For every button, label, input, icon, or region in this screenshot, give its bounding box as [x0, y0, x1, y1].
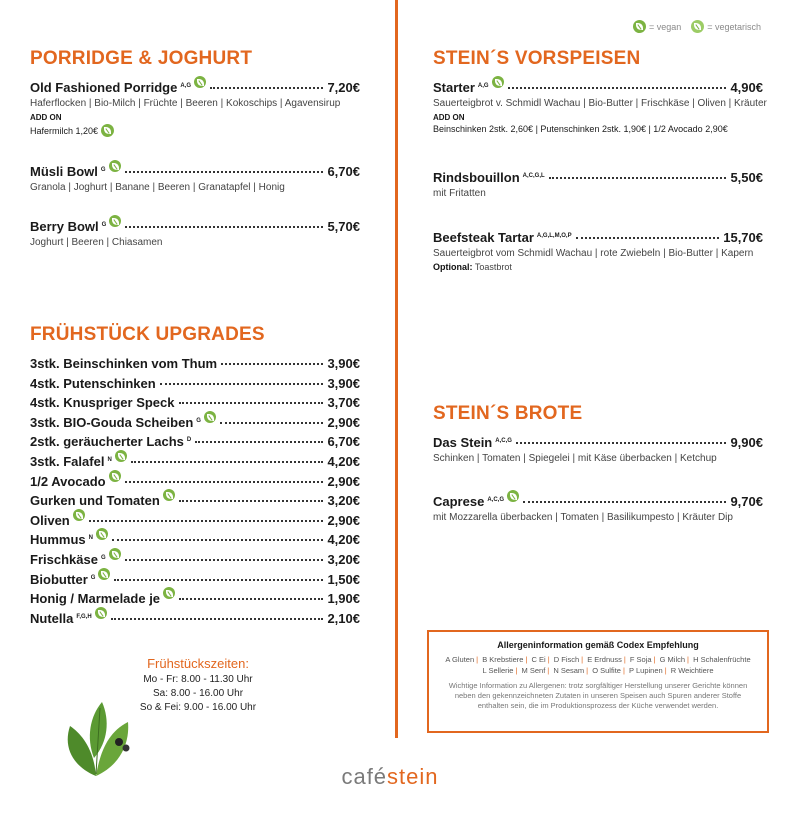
item-name: Gurken und Tomaten [30, 493, 160, 509]
item-price: 15,70€ [723, 230, 763, 245]
brand-logo [0, 764, 780, 790]
item-name: Honig / Marmelade je [30, 591, 161, 607]
optional-label: Optional: [433, 262, 473, 272]
vegetarian-leaf-icon [98, 568, 110, 580]
leader-dots [89, 520, 324, 522]
item-name: Berry Bowl [30, 219, 99, 234]
item-allergens: N [88, 535, 93, 542]
item-description: Granola | Joghurt | Banane | Beeren | Granatapfel | Honig [30, 182, 285, 193]
upgrade-item [30, 395, 360, 410]
allergen-title: Allergeninformation gemäß Codex Empfehlung [497, 640, 699, 650]
item-price: 2,90€ [327, 512, 360, 528]
item-line [433, 80, 763, 95]
item-allergens: D [186, 437, 192, 444]
vegan-leaf-icon [96, 528, 108, 540]
leader-dots [114, 579, 323, 581]
vegan-leaf-icon [633, 20, 646, 33]
upgrade-item [30, 552, 360, 567]
upgrades-list [30, 356, 360, 630]
leader-dots [195, 441, 323, 443]
item-allergens: G [100, 554, 106, 561]
vegan-leaf-icon [109, 470, 121, 482]
item-allergens: A,G [180, 83, 192, 89]
leader-dots [125, 226, 323, 228]
addon-line [433, 124, 763, 134]
vegetarian-leaf-icon [691, 20, 704, 33]
section-title-vorspeisen: STEIN´S VORSPEISEN [433, 48, 641, 69]
vegan-leaf-icon [163, 587, 175, 599]
leader-dots [125, 481, 324, 483]
hours-line: Sa: 8.00 - 16.00 Uhr [152, 688, 244, 699]
upgrade-item [30, 591, 360, 606]
item-name: 3stk. Beinschinken vom Thum [30, 356, 218, 371]
item-line [30, 164, 360, 179]
diet-legend [633, 20, 761, 33]
menu-item [433, 230, 763, 272]
allergen-code: F Soja [629, 655, 652, 664]
leader-dots [220, 422, 324, 424]
hours-line: So & Fei: 9.00 - 16.00 Uhr [139, 702, 257, 713]
item-name: Hummus [30, 532, 86, 548]
item-price: 3,90€ [327, 356, 360, 371]
leader-dots [125, 171, 324, 173]
item-allergens: A,G,L,M,O,P [536, 233, 572, 239]
column-divider [395, 0, 398, 738]
allergen-code: L Sellerie [482, 666, 514, 675]
allergen-code: R Weichtiere [670, 666, 714, 675]
item-price: 6,70€ [327, 434, 360, 450]
item-allergens: G [101, 222, 107, 228]
item-name: Biobutter [30, 571, 88, 587]
upgrade-item [30, 356, 360, 371]
leader-dots [179, 402, 324, 404]
item-allergens: A,C,G [495, 438, 512, 444]
item-allergens: A,C,G [487, 497, 504, 503]
item-line [433, 435, 763, 450]
leader-dots [125, 559, 324, 561]
addon-text: Hafermilch 1,20€ [30, 125, 99, 136]
allergen-code: E Erdnuss [587, 655, 622, 664]
item-price: 3,70€ [327, 395, 360, 411]
item-description: mit Mozzarella überbacken | Tomaten | Basilikumpesto | Kräuter Dip [433, 512, 733, 523]
leader-dots [111, 618, 324, 620]
upgrade-item [30, 474, 360, 489]
item-name: 3stk. Falafel [30, 453, 105, 469]
menu-item [30, 80, 360, 137]
allergen-code: B Krebstiere [482, 655, 524, 664]
leader-dots [549, 177, 727, 179]
vegetarian-leaf-icon [109, 160, 121, 172]
upgrade-item [30, 513, 360, 528]
item-price: 2,90€ [327, 473, 360, 489]
vegetarian-leaf-icon [492, 76, 504, 88]
vegan-leaf-icon [95, 607, 107, 619]
item-price: 9,90€ [730, 435, 763, 450]
item-description: Sauerteigbrot vom Schmidl Wachau | rote Zwiebeln | Bio-Butter | Kapern [433, 248, 754, 259]
item-description: Joghurt | Beeren | Chiasamen [30, 237, 163, 248]
leader-dots [210, 87, 323, 89]
item-allergens: N [107, 456, 112, 463]
item-name: Rindsbouillon [433, 170, 520, 185]
leader-dots [516, 442, 727, 444]
item-price: 2,90€ [327, 414, 360, 430]
item-price: 6,70€ [327, 164, 360, 179]
upgrade-item [30, 532, 360, 547]
hours-title: Frühstückszeiten: [147, 656, 249, 671]
item-line [433, 230, 763, 245]
vegetarian-leaf-icon [109, 548, 121, 560]
item-name: Frischkäse [30, 551, 98, 567]
leader-dots [576, 237, 720, 239]
upgrade-item [30, 434, 360, 449]
item-price: 1,50€ [327, 571, 360, 587]
item-price: 1,90€ [327, 591, 360, 607]
item-name: Nutella [30, 610, 74, 626]
vegetarian-leaf-icon [194, 76, 206, 88]
legend-vegetarian-text: = vegetarisch [707, 21, 761, 32]
item-line [433, 494, 763, 509]
item-description: Sauerteigbrot v. Schmidl Wachau | Bio-Butter | Frischkäse | Oliven | Kräuter [433, 98, 767, 109]
menu-item [433, 435, 763, 464]
item-name: 1/2 Avocado [30, 473, 106, 489]
item-price: 4,20€ [327, 532, 360, 548]
section-title-brote: STEIN´S BROTE [433, 403, 583, 424]
legend-vegan-text: = vegan [648, 21, 682, 32]
legend-vegetarian [691, 20, 761, 33]
item-line [30, 80, 360, 95]
item-allergens: F,G,H [76, 613, 92, 620]
item-price: 4,90€ [730, 80, 763, 95]
vegan-leaf-icon [115, 450, 127, 462]
allergen-code: N Sesam [553, 666, 585, 675]
menu-item [433, 80, 767, 134]
vegetarian-leaf-icon [109, 215, 121, 227]
allergen-code: D Fisch [553, 655, 580, 664]
upgrade-item [30, 376, 360, 391]
item-name: Starter [433, 80, 475, 95]
allergen-code: G Milch [659, 655, 686, 664]
item-name: 4stk. Putenschinken [30, 375, 156, 391]
item-allergens: A,C,G,L [522, 173, 545, 179]
allergen-code: P Lupinen [629, 666, 663, 675]
allergen-code: O Sulfite [592, 666, 621, 675]
addon-line [30, 124, 360, 137]
allergen-code: M Senf [521, 666, 546, 675]
item-name: Caprese [433, 494, 485, 509]
addon-text: Beinschinken 2stk. 2,60€ | Putenschinken 2stk. 1,90€ | 1/2 Avocado 2,90€ [433, 124, 728, 134]
item-price: 5,50€ [730, 170, 763, 185]
item-name: Old Fashioned Porridge [30, 80, 178, 95]
addon-label: ADD ON [30, 113, 62, 122]
allergen-line-2: L Sellerie | M Senf | N Sesam | O Sulfite | P Lupinen | R Weichtiere [482, 666, 714, 675]
leader-dots [131, 461, 324, 463]
leader-dots [112, 539, 323, 541]
allergen-info-box [427, 630, 769, 733]
item-price: 3,20€ [327, 493, 360, 509]
vegan-leaf-icon [101, 124, 114, 137]
menu-item [30, 164, 360, 193]
menu-item [433, 170, 763, 199]
upgrade-item [30, 415, 360, 430]
item-name: 4stk. Knuspriger Speck [30, 395, 175, 411]
vegan-leaf-icon [163, 489, 175, 501]
item-name: Das Stein [433, 435, 493, 450]
allergen-code: H Schalenfrüchte [693, 655, 751, 664]
item-line [30, 219, 360, 234]
item-description: Haferflocken | Bio-Milch | Früchte | Beeren | Kokoschips | Agavensirup [30, 98, 341, 109]
section-title-upgrades: FRÜHSTÜCK UPGRADES [30, 324, 265, 345]
item-price: 7,20€ [327, 80, 360, 95]
upgrade-item [30, 572, 360, 587]
brand-part-stein: stein [387, 764, 439, 789]
item-allergens: G [90, 574, 96, 581]
leader-dots [179, 598, 323, 600]
leader-dots [160, 383, 324, 385]
leader-dots [179, 500, 324, 502]
allergen-code: A Gluten [445, 655, 475, 664]
section-title-porridge: PORRIDGE & JOGHURT [30, 48, 253, 69]
leader-dots [523, 501, 726, 503]
legend-vegan [633, 20, 681, 33]
vegetarian-leaf-icon [204, 411, 216, 423]
brand-part-cafe: café [341, 764, 388, 789]
item-name: 3stk. BIO-Gouda Scheiben [30, 414, 194, 430]
hours-line: Mo - Fr: 8.00 - 11.30 Uhr [143, 674, 253, 685]
addon-label: ADD ON [433, 113, 465, 122]
upgrade-item [30, 611, 360, 626]
item-price: 4,20€ [327, 453, 360, 469]
allergen-line-1: A Gluten | B Krebstiere | C Ei | D Fisch | E Erdnuss | F Soja | G Milch | H Schalenfrüchte [445, 655, 751, 664]
menu-item [433, 494, 763, 523]
item-name: Müsli Bowl [30, 164, 98, 179]
menu-item [30, 219, 360, 248]
vegetarian-leaf-icon [507, 490, 519, 502]
item-allergens: G [196, 417, 201, 424]
optional-text: Toastbrot [474, 262, 512, 272]
item-price: 9,70€ [730, 494, 763, 509]
vegan-leaf-icon [73, 509, 85, 521]
leader-dots [221, 363, 323, 365]
leader-dots [508, 87, 727, 89]
item-name: Oliven [30, 512, 70, 528]
item-price: 5,70€ [327, 219, 360, 234]
item-allergens: A,G [477, 83, 489, 89]
optional-line [433, 262, 763, 272]
item-description: Schinken | Tomaten | Spiegelei | mit Käse überbacken | Ketchup [433, 453, 717, 464]
item-price: 2,10€ [327, 610, 360, 626]
item-name: Beefsteak Tartar [433, 230, 534, 245]
allergen-note: Wichtige Information zu Allergenen: trotz sorgfältiger Herstellung unserer Gerichte können neben den gekennzeichneten Zutaten in unseren Speisen auch Spuren anderer Stoffe enthalten sein, die im Produktionsprozess der Küche verwendet werden. [448, 681, 748, 710]
item-name: 2stk. geräucherter Lachs [30, 434, 184, 450]
item-line [433, 170, 763, 185]
item-price: 3,90€ [327, 375, 360, 391]
item-description: mit Fritatten [433, 188, 486, 199]
upgrade-item [30, 454, 360, 469]
upgrade-item [30, 493, 360, 508]
allergen-code: C Ei [531, 655, 546, 664]
item-price: 3,20€ [327, 551, 360, 567]
item-allergens: G [100, 167, 106, 173]
breakfast-hours [118, 656, 278, 715]
